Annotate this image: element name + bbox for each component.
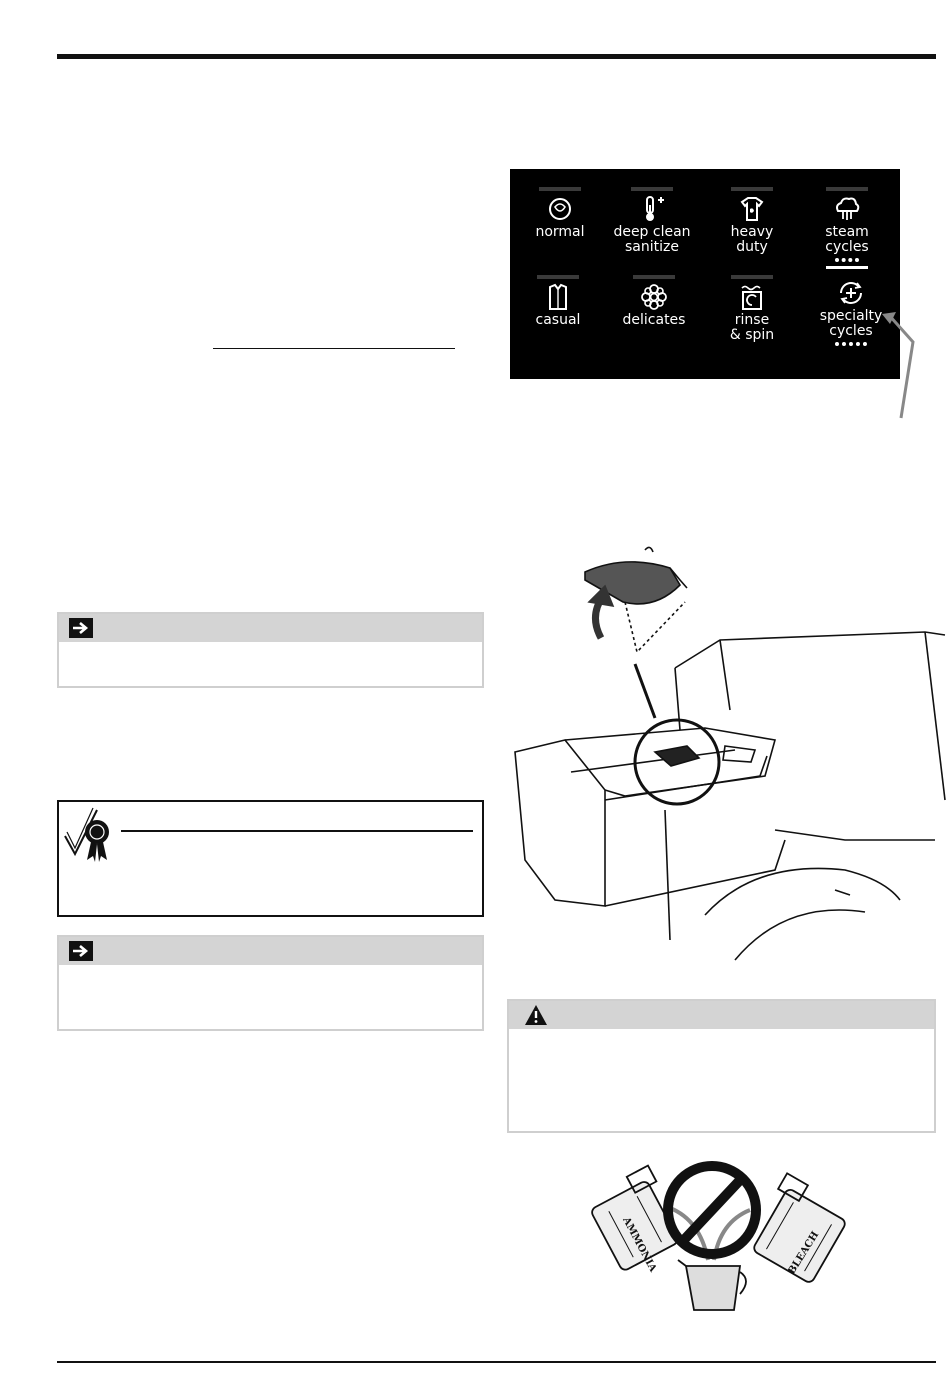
- selected-bar: [826, 266, 868, 269]
- do-not-mix-chemicals-illustration: [590, 1160, 860, 1320]
- status-led: [537, 275, 579, 279]
- tip-box: [57, 800, 484, 917]
- option-indicator-dots: [835, 342, 867, 346]
- heavy-shirt-icon: [738, 195, 766, 223]
- status-led: [826, 187, 868, 191]
- warning-header: [509, 1001, 934, 1029]
- cycle-label: steam: [825, 224, 869, 240]
- cycle-button-rinse-spin[interactable]: [706, 275, 798, 343]
- cycle-button-normal[interactable]: [514, 187, 606, 240]
- cycle-button-deep-clean-sanitize[interactable]: [606, 187, 698, 255]
- tip-rule: [121, 830, 473, 832]
- cycle-label: duty: [736, 239, 768, 255]
- note-header: [59, 614, 482, 642]
- top-rule: [57, 54, 936, 59]
- steam-cloud-icon: [833, 195, 861, 223]
- underline-mark: [213, 348, 455, 349]
- cycle-label: sanitize: [625, 239, 679, 255]
- ammonia-label: AMMONIA: [620, 1215, 659, 1274]
- note-box: [57, 612, 484, 688]
- cotton-icon: [546, 195, 574, 223]
- cycle-label: casual: [535, 312, 581, 328]
- dispenser-drawer-illustration: [505, 540, 950, 980]
- pointer-arrow: [880, 310, 920, 420]
- status-led: [633, 275, 675, 279]
- cycle-button-steam-cycles[interactable]: [801, 187, 893, 269]
- flower-icon: [640, 283, 668, 311]
- specialty-plus-icon: [837, 279, 865, 307]
- cycle-label: heavy: [730, 224, 774, 240]
- note-box: [57, 935, 484, 1031]
- option-indicator-dots: [835, 258, 859, 262]
- cycle-button-casual[interactable]: [512, 275, 604, 328]
- status-led: [539, 187, 581, 191]
- cycle-label: cycles: [825, 239, 869, 255]
- cycle-label: rinse: [734, 312, 770, 328]
- cycle-control-panel: [510, 169, 900, 379]
- bleach-label: BLEACH: [786, 1229, 822, 1277]
- thermometer-plus-icon: [638, 195, 666, 223]
- cycle-button-delicates[interactable]: [608, 275, 700, 328]
- warning-box: [507, 999, 936, 1133]
- cycle-label: deep clean: [613, 224, 691, 240]
- status-led: [731, 187, 773, 191]
- cycle-label: specialty: [819, 308, 883, 324]
- cycle-button-heavy-duty[interactable]: [706, 187, 798, 255]
- status-led: [631, 187, 673, 191]
- rinse-spin-icon: [738, 283, 766, 311]
- arrow-right-icon: [69, 941, 93, 961]
- cycle-label: & spin: [729, 327, 775, 343]
- cycle-label: delicates: [622, 312, 686, 328]
- bottom-rule: [57, 1361, 936, 1363]
- arrow-right-icon: [69, 618, 93, 638]
- cycle-label: normal: [535, 224, 585, 240]
- award-ribbon-icon: [63, 806, 119, 864]
- cycle-label: cycles: [829, 323, 873, 339]
- warning-triangle-icon: [523, 1003, 549, 1027]
- note-header: [59, 937, 482, 965]
- casual-shirt-icon: [544, 283, 572, 311]
- status-led: [731, 275, 773, 279]
